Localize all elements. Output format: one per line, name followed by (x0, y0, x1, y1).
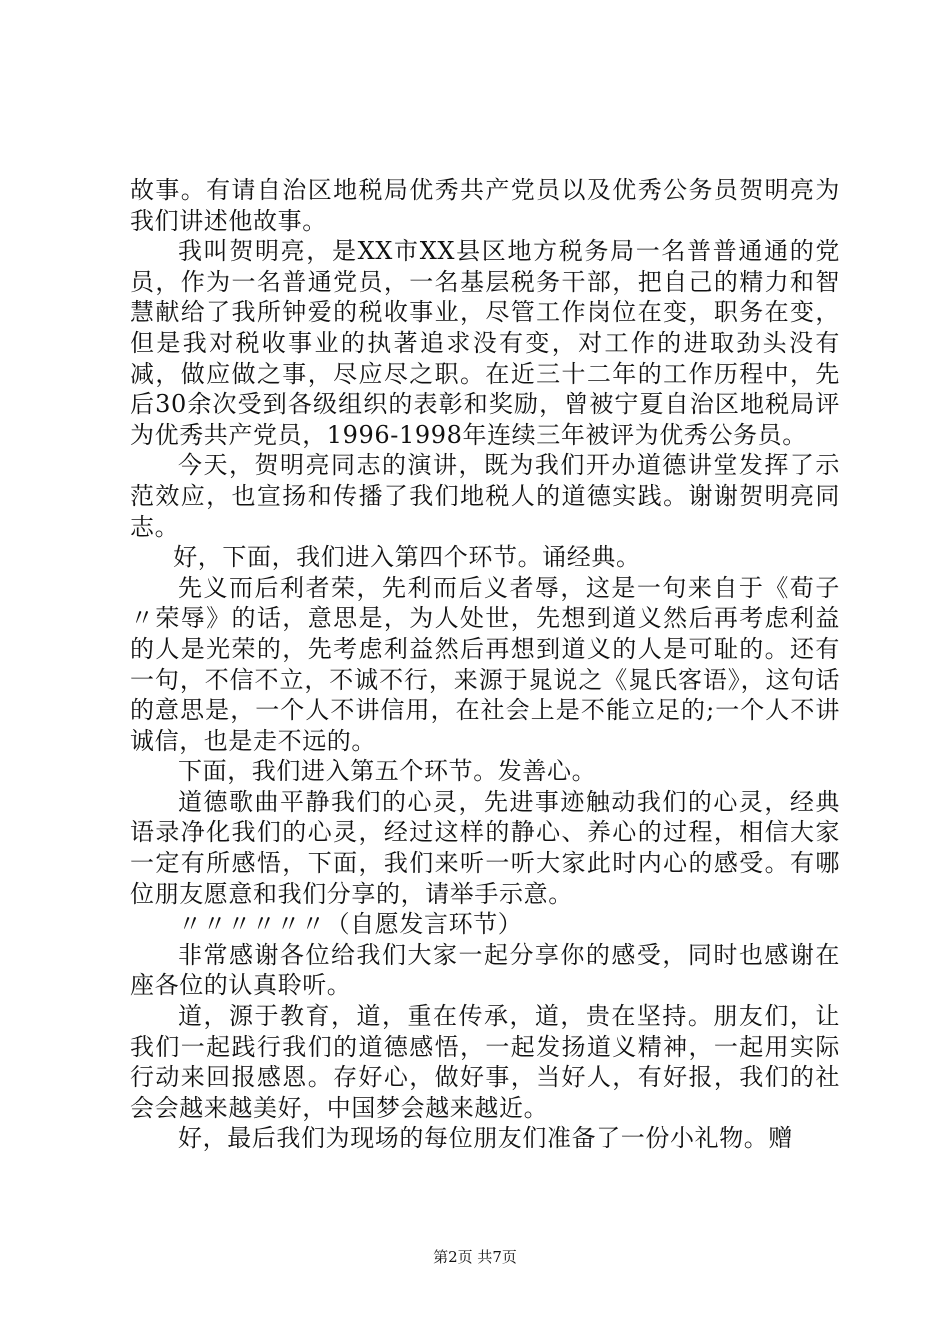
paragraph-thanks-speaker: 今天，贺明亮同志的演讲，既为我们开办道德讲堂发挥了示范效应，也宣扬和传播了我们地税人的道德实践。谢谢贺明亮同志。 (130, 451, 840, 541)
paragraph-share-feelings: 道德歌曲平静我们的心灵，先进事迹触动我们的心灵，经典语录净化我们的心灵，经过这样的静心、养心的过程，相信大家一定有所感悟，下面，我们来听一听大家此时内心的感受。有哪位朋友愿意和我们分享的，请举手示意。 (130, 787, 840, 908)
paragraph-section-five: 下面，我们进入第五个环节。发善心。 (178, 757, 597, 786)
paragraph-continuation: 故事。有请自治区地税局优秀共产党员以及优秀公务员贺明亮为我们讲述他故事。 (130, 176, 840, 235)
paragraph-dao-summary: 道，源于教育，道，重在传承，道，贵在坚持。朋友们，让我们一起践行我们的道德感悟，一起发扬道义精神，一起用实际行动来回报感恩。存好心，做好事，当好人，有好报，我们的社会会越来越美好，中国梦会越来越近。 (130, 1002, 840, 1122)
paragraph-gift: 好，最后我们为现场的每位朋友们准备了一份小礼物。赠 (178, 1124, 793, 1153)
paragraph-classic-quotes: 先义而后利者荣，先利而后义者辱，这是一句来自于《荀子〃荣辱》的话，意思是，为人处世，先想到道义然后再考虑利益的人是光荣的，先考虑利益然后再想到道义的人是可耻的。还有一句，不信不立，不诚不行，来源于晁说之《晁氏客语》，这句话的意思是，一个人不讲信用，在社会上是不能立足的;一个人不讲诚信，也是走不远的。 (130, 573, 840, 755)
paragraph-section-four: 好，下面，我们进入第四个环节。诵经典。 (173, 543, 641, 572)
document-body (130, 175, 840, 1154)
paragraph-thanks-all: 非常感谢各位给我们大家一起分享你的感受，同时也感谢在座各位的认真聆听。 (130, 940, 840, 1000)
page-number-footer: 第2页 共7页 (433, 1248, 517, 1266)
paragraph-speaker-intro: 我叫贺明亮，是XX市XX县区地方税务局一名普普通通的党员，作为一名普通党员，一名基层税务干部，把自己的精力和智慧献给了我所钟爱的税收事业，尽管工作岗位在变，职务在变，但是我对税收事业的执著追求没有变，对工作的进取劲头没有减，做应做之事，尽应尽之职。在近三十二年的工作历程中，先后30余次受到各级组织的表彰和奖励，曾被宁夏自治区地税局评为优秀共产党员，1996-1998年连续三年被评为优秀公务员。 (130, 237, 840, 449)
paragraph-volunteer-speech: 〃〃〃〃〃〃（自愿发言环节） (178, 910, 523, 939)
